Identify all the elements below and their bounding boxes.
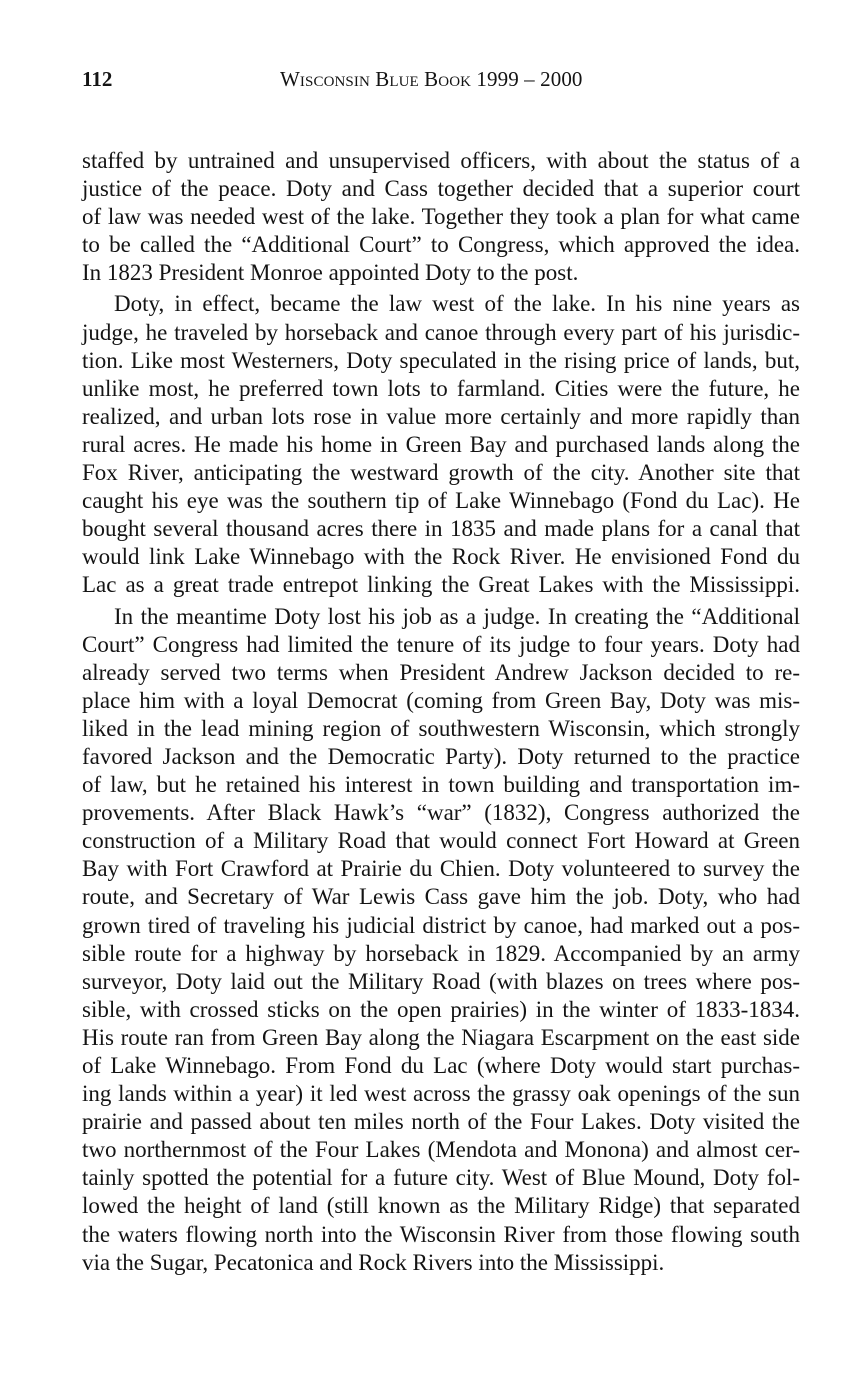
text-line: justice of the peace. Doty and Cass together decided that a superior court [82,176,800,202]
text-line: ing lands within a year) it led west across the grassy oak openings of the sun [82,1081,800,1107]
paragraph-2 [82,290,800,599]
text-line: provements. After Black Hawk’s “war” (1832), Congress authorized the [82,800,800,826]
text-line: already served two terms when President Andrew Jackson decided to re- [82,659,800,685]
text-line: two northernmost of the Four Lakes (Mendota and Monona) and almost cer- [82,1137,800,1163]
text-line: via the Sugar, Pecatonica and Rock Rivers into the Mississippi. [82,1249,665,1275]
text-line: the waters flowing north into the Wisconsin River from those flowing south [82,1221,800,1247]
text-line: staffed by untrained and unsupervised officers, with about the status of a [82,148,800,173]
text-line: judge, he traveled by horseback and canoe through every part of his jurisdic- [82,319,800,345]
text-line: tainly spotted the potential for a future city. West of Blue Mound, Doty fol- [82,1165,800,1191]
text-line: of Lake Winnebago. From Fond du Lac (where Doty would start purchas- [82,1053,800,1078]
text-line: tion. Like most Westerners, Doty speculated in the rising price of lands, but, [82,347,800,373]
text-line: grown tired of traveling his judicial district by canoe, had marked out a pos- [82,912,800,938]
text-line: would link Lake Winnebago with the Rock River. He envisioned Fond du [82,544,800,570]
text-line: favored Jackson and the Democratic Party). Doty returned to the practice [82,743,800,769]
text-line: construction of a Military Road that would connect Fort Howard at Green [82,828,800,854]
paragraph-1 [82,147,800,287]
running-head: Wisconsin Blue Book 1999 – 2000 [280,67,583,91]
text-line: bought several thousand acres there in 1835 and made plans for a canal that [82,516,800,542]
text-line: route, and Secretary of War Lewis Cass gave him the job. Doty, who had [82,884,800,910]
text-line: lowed the height of land (still known as the Military Ridge) that separated [82,1193,800,1219]
text-line: sible, with crossed sticks on the open prairies) in the winter of 1833-1834. [82,996,800,1022]
text-line: His route ran from Green Bay along the Niagara Escarpment on the east side [82,1024,800,1050]
text-line: Lac as a great trade entrepot linking the Great Lakes with the Mississippi. [82,572,800,598]
text-line: prairie and passed about ten miles north of the Four Lakes. Doty visited the [82,1109,800,1135]
text-line: Doty, in effect, became the law west of the lake. In his nine years as [114,291,800,317]
text-line: surveyor, Doty laid out the Military Road (with blazes on trees where pos- [82,968,800,994]
text-line: of law was needed west of the lake. Together they took a plan for what came [82,204,800,230]
text-line: sible route for a highway by horseback in 1829. Accompanied by an army [82,940,800,966]
page-number: 112 [82,67,113,91]
text-line: caught his eye was the southern tip of Lake Winnebago (Fond du Lac). He [82,488,800,514]
text-line: In 1823 President Monroe appointed Doty to the post. [82,260,579,286]
text-line: place him with a loyal Democrat (coming from Green Bay, Doty was mis- [82,687,800,713]
text-line: unlike most, he preferred town lots to farmland. Cities were the future, he [82,375,800,401]
text-line: Court” Congress had limited the tenure of its judge to four years. Doty had [82,631,800,657]
text-line: liked in the lead mining region of southwestern Wisconsin, which strongly [82,715,800,741]
text-line: to be called the “Additional Court” to Congress, which approved the idea. [82,232,800,258]
text-line: of law, but he retained his interest in town building and transportation im- [82,772,800,798]
text-line: Fox River, anticipating the westward growth of the city. Another site that [82,460,800,486]
text-line: In the meantime Doty lost his job as a judge. In creating the “Additional [114,603,800,629]
article-body [82,147,800,1280]
text-line: realized, and urban lots rose in value more certainly and more rapidly than [82,403,800,429]
paragraph-3 [82,603,800,1277]
text-line: Bay with Fort Crawford at Prairie du Chien. Doty volunteered to survey the [82,856,800,882]
text-line: rural acres. He made his home in Green Bay and purchased lands along the [82,431,800,457]
